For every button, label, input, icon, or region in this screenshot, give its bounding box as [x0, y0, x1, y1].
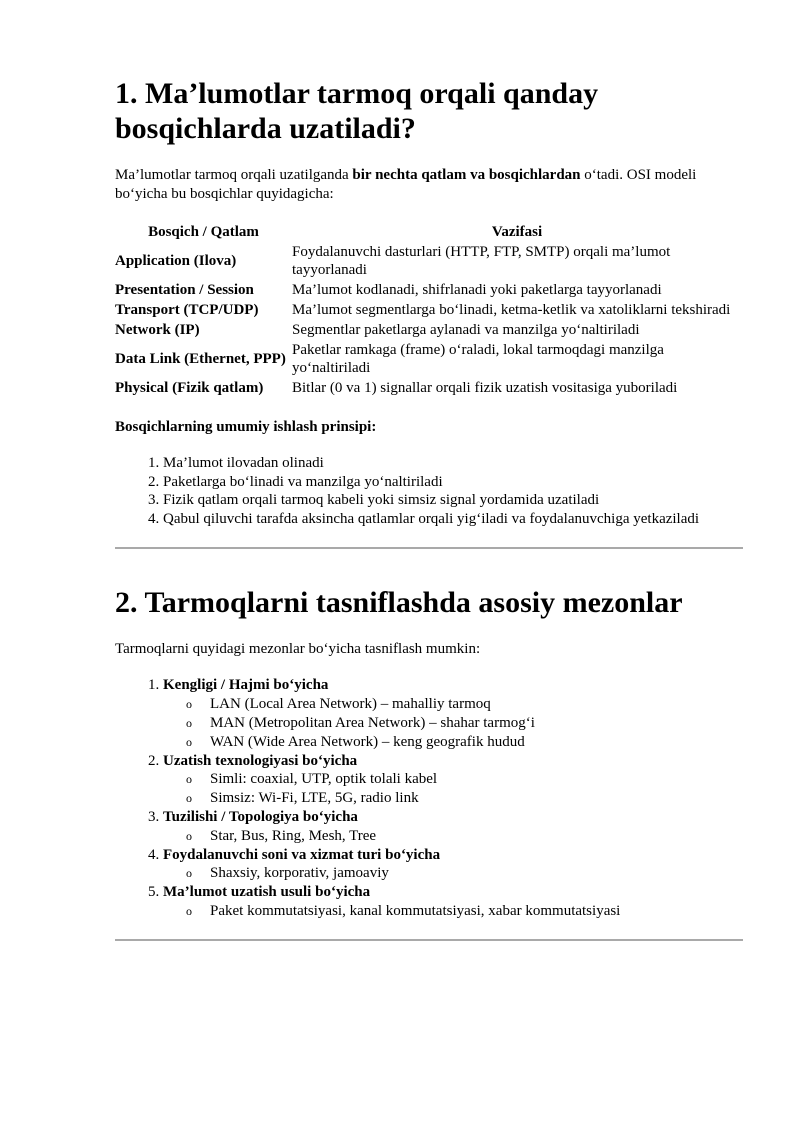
- criteria-label: Foydalanuvchi soni va xizmat turi bo‘yicha: [163, 846, 441, 863]
- table-cell-stage: Presentation / Session: [115, 282, 254, 298]
- circle-bullet-icon: o: [186, 734, 192, 749]
- criteria-label: Uzatish texnologiyasi bo‘yicha: [163, 752, 358, 769]
- principle-list: [115, 454, 743, 528]
- criteria-item: [163, 883, 743, 921]
- osi-layers-table: [115, 223, 742, 399]
- table-row: [115, 379, 742, 399]
- table-header-stage: Bosqich / Qatlam: [148, 224, 259, 240]
- table-cell-task: Ma’lumot segmentlarga bo‘linadi, ketma-ketlik va xatoliklarni tekshiradi: [292, 302, 731, 318]
- document-page: [115, 76, 743, 941]
- section2-title: 2. Tarmoqlarni tasniflashda asosiy mezonlar: [115, 586, 683, 619]
- criteria-item: [163, 676, 743, 752]
- sublist-item: [186, 827, 743, 846]
- circle-bullet-icon: o: [186, 696, 192, 711]
- criteria-list: [115, 676, 743, 921]
- circle-bullet-icon: o: [186, 791, 192, 805]
- sublist-item-text: Simli: coaxial, UTP, optik tolali kabel: [210, 771, 438, 787]
- criteria-sublist: [163, 902, 743, 921]
- circle-bullet-icon: o: [186, 772, 192, 786]
- section1-intro-text-b: o‘tadi. OSI modeli bo‘yicha bu bosqichlar quyidagicha:: [115, 167, 697, 202]
- sublist-item-text: Star, Bus, Ring, Mesh, Tree: [210, 827, 377, 844]
- table-cell-task: Foydalanuvchi dasturlari (HTTP, FTP, SMTP) orqali ma’lumot tayyorlanadi: [292, 244, 671, 278]
- criteria-item: [163, 846, 743, 884]
- sublist-item: [186, 864, 743, 883]
- list-item: 4. Qabul qiluvchi tarafda aksincha qatlamlar orqali yig‘iladi va foydalanuvchiga yetkaziladi: [163, 510, 743, 529]
- table-row: [115, 243, 742, 281]
- sublist-item: [186, 789, 743, 808]
- table-cell-stage: Network (IP): [115, 322, 200, 338]
- principle-heading: Bosqichlarning umumiy ishlash prinsipi:: [115, 419, 377, 435]
- sublist-item-text: Simsiz: Wi-Fi, LTE, 5G, radio link: [210, 790, 419, 806]
- sublist-item-text: Shaxsiy, korporativ, jamoaviy: [210, 865, 389, 881]
- section-divider: [115, 547, 743, 549]
- sublist-item: [186, 695, 743, 714]
- list-item: 3. Fizik qatlam orqali tarmoq kabeli yoki simsiz signal yordamida uzatiladi: [163, 491, 743, 510]
- circle-bullet-icon: o: [186, 828, 192, 843]
- criteria-item: [163, 752, 743, 809]
- sublist-item-text: LAN (Local Area Network) – mahalliy tarmoq: [210, 695, 491, 712]
- circle-bullet-icon: o: [186, 903, 192, 918]
- table-cell-stage: Transport (TCP/UDP): [115, 302, 259, 318]
- circle-bullet-icon: o: [186, 715, 192, 730]
- table-row: [115, 341, 742, 379]
- table-cell-task: Paketlar ramkaga (frame) o‘raladi, lokal tarmoqdagi manzilga yo‘naltiriladi: [292, 342, 664, 376]
- criteria-sublist: [163, 827, 743, 846]
- table-cell-stage: Data Link (Ethernet, PPP): [115, 351, 286, 367]
- criteria-sublist: [163, 695, 743, 752]
- criteria-label: Ma’lumot uzatish usuli bo‘yicha: [163, 884, 371, 900]
- list-item: 2. Paketlarga bo‘linadi va manzilga yo‘naltiriladi: [163, 473, 743, 492]
- section2-intro: Tarmoqlarni quyidagi mezonlar bo‘yicha tasniflash mumkin:: [115, 641, 481, 657]
- sublist-item: [186, 733, 743, 752]
- list-item: 1. Ma’lumot ilovadan olinadi: [163, 454, 743, 473]
- table-cell-task: Ma’lumot kodlanadi, shifrlanadi yoki paketlarga tayyorlanadi: [292, 282, 662, 298]
- sublist-item: [186, 770, 743, 789]
- sublist-item: [186, 714, 743, 733]
- table-header-task: Vazifasi: [491, 224, 543, 240]
- table-cell-task: Segmentlar paketlarga aylanadi va manzilga yo‘naltiriladi: [292, 322, 640, 338]
- section1-intro: [115, 166, 743, 204]
- section1-intro-bold: bir nechta qatlam va bosqichlardan: [352, 167, 581, 183]
- sublist-item-text: Paket kommutatsiyasi, kanal kommutatsiyasi, xabar kommutatsiyasi: [210, 902, 621, 919]
- circle-bullet-icon: o: [186, 866, 192, 880]
- table-cell-stage: Physical (Fizik qatlam): [115, 380, 264, 396]
- criteria-item: [163, 808, 743, 846]
- criteria-label: Tuzilishi / Topologiya bo‘yicha: [163, 809, 358, 825]
- section1-title: 1. Ma’lumotlar tarmoq orqali qanday bosqichlarda uzatiladi?: [115, 77, 599, 145]
- criteria-label: Kengligi / Hajmi bo‘yicha: [163, 677, 329, 693]
- table-row: [115, 281, 742, 301]
- criteria-sublist: [163, 770, 743, 808]
- sublist-item: [186, 902, 743, 921]
- table-cell-stage: Application (Ilova): [115, 253, 237, 269]
- sublist-item-text: MAN (Metropolitan Area Network) – shahar tarmog‘i: [210, 714, 535, 731]
- table-cell-task: Bitlar (0 va 1) signallar orqali fizik uzatish vositasiga yuboriladi: [292, 380, 678, 396]
- sublist-item-text: WAN (Wide Area Network) – keng geografik hudud: [210, 733, 525, 750]
- criteria-sublist: [163, 864, 743, 883]
- table-row: [115, 321, 742, 341]
- section-divider: [115, 939, 743, 941]
- section1-intro-text-a: Ma’lumotlar tarmoq orqali uzatilganda: [115, 167, 353, 183]
- table-row: [115, 301, 742, 321]
- table-header-row: [115, 223, 742, 243]
